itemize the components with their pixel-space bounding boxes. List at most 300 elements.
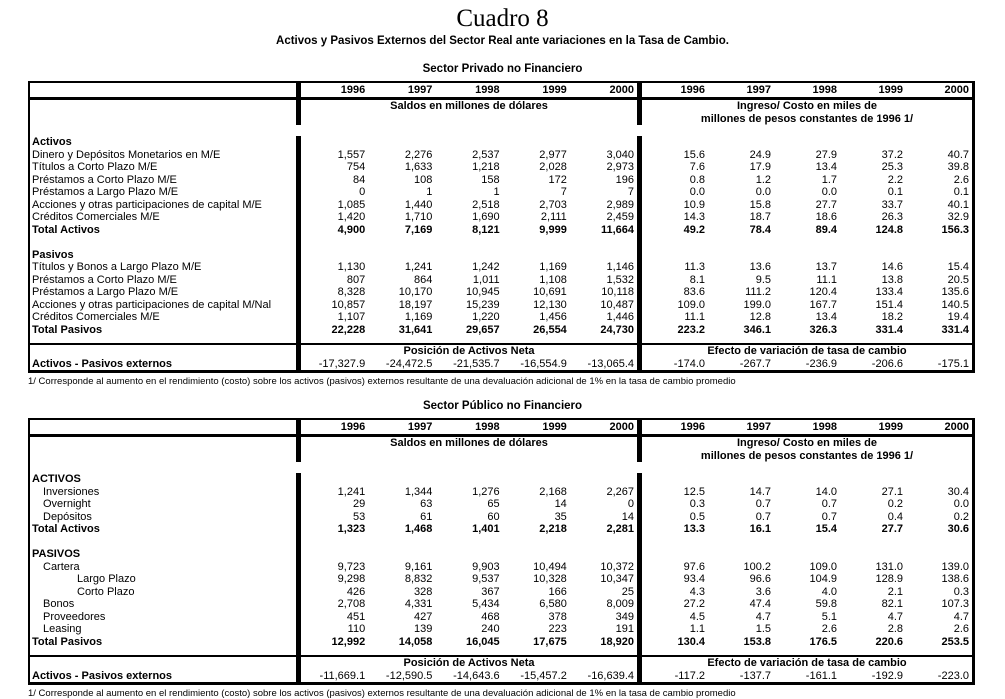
value-cell: -267.7 xyxy=(739,357,771,370)
row-label: Total Activos xyxy=(32,523,100,535)
value-cell: 4.3 xyxy=(689,585,705,598)
net-row-label: Activos - Pasivos externos xyxy=(32,669,173,682)
value-cell: 128.9 xyxy=(875,573,903,585)
saldos-values xyxy=(301,536,637,549)
label-column-spacer xyxy=(30,100,296,125)
value-cell: -236.9 xyxy=(805,357,837,370)
year-header: 2000 xyxy=(609,84,635,96)
value-cell: 14.6 xyxy=(881,261,903,273)
value-cell: 27.7 xyxy=(815,198,837,211)
value-cell: 14.7 xyxy=(749,485,771,498)
value-cell: 2,111 xyxy=(540,211,567,223)
value-cell: -16,639.4 xyxy=(587,669,635,682)
saldos-values xyxy=(301,573,637,586)
ingreso-values xyxy=(642,261,972,274)
value-cell: 10,347 xyxy=(600,573,635,585)
ingreso-group-header-line2: millones de pesos constantes de 1996 1/ xyxy=(700,112,914,125)
value-cell xyxy=(840,136,906,149)
ingreso-values xyxy=(642,486,972,499)
table-row xyxy=(30,473,972,486)
value-cell xyxy=(503,136,570,149)
value-cell xyxy=(906,249,972,262)
value-cell: 0.0 xyxy=(755,186,771,198)
value-cell: 12,992 xyxy=(331,635,366,648)
value-cell: 40.7 xyxy=(947,148,969,161)
row-label: Acciones y otras participaciones de capital M/E xyxy=(32,198,262,211)
value-cell xyxy=(840,536,906,549)
ingreso-group-header xyxy=(642,100,972,125)
value-cell: -13,065.4 xyxy=(587,357,635,370)
value-cell: 7.6 xyxy=(689,161,705,173)
row-label: Acciones y otras participaciones de capital M/Nal xyxy=(32,298,272,311)
value-cell: 1.7 xyxy=(821,173,837,186)
value-cell: -15,457.2 xyxy=(520,669,567,682)
value-cell: 13.4 xyxy=(815,161,837,173)
value-cell xyxy=(368,473,435,486)
value-cell: 4.7 xyxy=(755,610,771,623)
value-cell xyxy=(368,548,435,561)
value-cell: 49.2 xyxy=(683,223,705,236)
value-cell: 2,218 xyxy=(539,523,567,535)
value-cell xyxy=(435,473,502,486)
ingreso-year-headers xyxy=(642,420,972,434)
value-cell: 2,989 xyxy=(606,198,635,211)
row-label: Cartera xyxy=(43,560,80,573)
value-cell: 158 xyxy=(481,173,500,186)
value-cell: 223.2 xyxy=(677,323,705,336)
year-header: 1997 xyxy=(407,84,433,96)
value-cell xyxy=(774,473,840,486)
year-header: 1996 xyxy=(680,84,705,96)
value-cell: 1,241 xyxy=(337,485,366,498)
ingreso-values xyxy=(642,311,972,324)
value-cell: -24,472.5 xyxy=(385,357,433,370)
value-cell: 153.8 xyxy=(743,635,771,648)
row-label xyxy=(30,236,296,249)
ingreso-values xyxy=(642,498,972,511)
value-cell: 15,239 xyxy=(465,298,500,311)
saldos-values xyxy=(301,236,637,249)
ingreso-values xyxy=(642,523,972,536)
saldos-values xyxy=(301,311,637,324)
value-cell xyxy=(503,249,570,262)
value-cell xyxy=(301,249,368,262)
value-cell: 10,487 xyxy=(600,298,635,311)
value-cell: 0.7 xyxy=(821,510,837,523)
value-cell: 47.4 xyxy=(749,598,771,610)
value-cell: 27.7 xyxy=(881,523,903,535)
value-cell xyxy=(435,548,502,561)
value-cell xyxy=(774,536,840,549)
net-position-label: Posición de Activos Neta xyxy=(403,345,535,357)
row-label: Total Pasivos xyxy=(32,635,103,648)
table-row xyxy=(30,611,972,624)
footnote-privado: 1/ Corresponde al aumento en el rendimiento (costo) sobre los activos (pasivos) externos resultante de una devaluación adicional de 1% en la tasa de cambio promedio xyxy=(28,376,736,387)
value-cell: 1,710 xyxy=(404,211,433,223)
value-cell xyxy=(435,249,502,262)
value-cell xyxy=(368,136,435,149)
value-cell: 18,197 xyxy=(398,298,433,311)
value-cell: 1.2 xyxy=(755,173,771,186)
value-cell: 378 xyxy=(548,610,567,623)
value-cell: 29 xyxy=(352,498,366,510)
value-cell: 1 xyxy=(493,186,500,198)
label-column-spacer xyxy=(30,437,296,462)
value-cell: 0.4 xyxy=(887,510,903,523)
value-cell: 30.6 xyxy=(947,523,969,535)
value-cell: 14.0 xyxy=(815,485,837,498)
value-cell: 26,554 xyxy=(533,323,567,336)
value-cell: 1,344 xyxy=(404,485,433,498)
value-cell: 367 xyxy=(481,585,500,598)
saldos-values xyxy=(301,586,637,599)
value-cell xyxy=(906,236,972,249)
value-cell xyxy=(570,249,637,262)
value-cell: 27.2 xyxy=(683,598,705,610)
ingreso-group-header xyxy=(642,437,972,462)
value-cell: 139.0 xyxy=(941,560,969,573)
value-cell: 18,920 xyxy=(600,635,635,648)
value-cell xyxy=(368,536,435,549)
fx-effect-header xyxy=(642,657,972,670)
value-cell: 1,420 xyxy=(337,211,366,223)
value-cell xyxy=(906,473,972,486)
value-cell: 16.1 xyxy=(749,523,771,535)
value-cell: -161.1 xyxy=(805,669,837,682)
sector-publico-table xyxy=(28,418,975,685)
value-cell: 15.4 xyxy=(947,261,969,273)
table-row xyxy=(30,236,972,249)
value-cell xyxy=(301,136,368,149)
value-cell: 139 xyxy=(414,623,433,635)
row-label: Total Activos xyxy=(32,223,100,236)
ingreso-values xyxy=(642,249,972,262)
value-cell: -12,590.5 xyxy=(385,669,433,682)
year-header: 1998 xyxy=(475,84,500,96)
value-cell: 110 xyxy=(347,623,366,635)
value-cell: 220.6 xyxy=(875,635,903,648)
value-cell: 11.1 xyxy=(684,311,705,323)
value-cell: 1,108 xyxy=(539,273,567,286)
table-row xyxy=(30,511,972,524)
ingreso-values xyxy=(642,199,972,212)
value-cell xyxy=(301,536,368,549)
saldos-values xyxy=(301,186,637,199)
value-cell: 33.7 xyxy=(881,198,903,211)
row-label xyxy=(30,536,296,549)
value-cell: 20.5 xyxy=(947,273,969,286)
value-cell: 13.4 xyxy=(815,311,837,323)
value-cell: 1,446 xyxy=(606,311,635,323)
value-cell: 13.8 xyxy=(881,273,903,286)
value-cell: 10,328 xyxy=(533,573,567,585)
table-row xyxy=(30,311,972,324)
net-row-label: Activos - Pasivos externos xyxy=(32,357,173,370)
value-cell: 7 xyxy=(627,186,635,198)
value-cell: 9.5 xyxy=(755,273,771,286)
value-cell: 4,900 xyxy=(337,223,366,236)
value-cell: 19.4 xyxy=(947,311,969,323)
value-cell: 2.6 xyxy=(953,173,969,186)
value-cell: -223.0 xyxy=(937,669,969,682)
value-cell xyxy=(642,136,708,149)
ingreso-values xyxy=(642,224,972,237)
value-cell: 16,045 xyxy=(465,635,500,648)
saldos-values xyxy=(301,324,637,337)
value-cell xyxy=(840,249,906,262)
value-cell xyxy=(840,473,906,486)
value-cell: 1,633 xyxy=(404,161,433,173)
value-cell: 14 xyxy=(554,498,567,510)
value-cell: 61 xyxy=(420,510,433,523)
ingreso-values xyxy=(642,586,972,599)
value-cell: 1,276 xyxy=(472,485,500,498)
saldos-group-header xyxy=(301,100,637,125)
table-row xyxy=(30,249,972,262)
value-cell xyxy=(435,136,502,149)
saldos-group-header-label: Saldos en millones de dólares xyxy=(390,437,548,449)
table-header-row xyxy=(30,418,972,437)
year-header: 1997 xyxy=(407,421,433,433)
value-cell: 166 xyxy=(548,585,567,598)
value-cell xyxy=(503,236,570,249)
value-cell: -192.9 xyxy=(871,669,903,682)
value-cell: 27.9 xyxy=(815,148,837,161)
value-cell: 11.1 xyxy=(816,273,837,286)
saldos-values xyxy=(301,473,637,486)
net-position-header xyxy=(301,345,637,358)
value-cell: 22,228 xyxy=(331,323,366,336)
value-cell: 0.3 xyxy=(689,498,705,510)
value-cell xyxy=(570,136,637,149)
value-cell: -11,669.1 xyxy=(319,669,366,682)
value-cell: 10,945 xyxy=(465,286,500,298)
section-title-privado: Sector Privado no Financiero xyxy=(422,63,583,75)
ingreso-values xyxy=(642,174,972,187)
saldos-values xyxy=(301,211,637,224)
value-cell: 15.4 xyxy=(815,523,837,535)
value-cell: 9,537 xyxy=(472,573,500,585)
value-cell: 3.6 xyxy=(755,585,771,598)
value-cell: 18.7 xyxy=(749,211,771,223)
value-cell: 25 xyxy=(621,585,635,598)
value-cell: 1,456 xyxy=(539,311,567,323)
saldos-values xyxy=(301,486,637,499)
value-cell: 427 xyxy=(414,610,433,623)
value-cell: 2,276 xyxy=(404,148,433,161)
value-cell: 223 xyxy=(548,623,567,635)
value-cell: 326.3 xyxy=(809,323,837,336)
value-cell xyxy=(708,548,774,561)
table-row xyxy=(30,324,972,337)
corner-cell xyxy=(30,420,296,434)
value-cell: 15.6 xyxy=(683,148,705,161)
value-cell: 9,903 xyxy=(472,560,500,573)
value-cell: 1,218 xyxy=(472,161,500,173)
value-cell: 14.3 xyxy=(683,211,705,223)
value-cell: 172 xyxy=(548,173,567,186)
row-label: Dinero y Depósitos Monetarios en M/E xyxy=(32,148,221,161)
value-cell: 83.6 xyxy=(683,286,705,298)
value-cell: 5.1 xyxy=(821,610,837,623)
saldos-values xyxy=(301,249,637,262)
value-cell: 124.8 xyxy=(875,223,903,236)
year-header: 1998 xyxy=(812,421,837,433)
value-cell: 196 xyxy=(615,173,635,186)
ingreso-group-header-line1: Ingreso/ Costo en miles de xyxy=(737,100,877,112)
row-label: Depósitos xyxy=(43,510,92,523)
ingreso-values xyxy=(642,211,972,224)
value-cell: 0.1 xyxy=(887,186,903,198)
row-label: Préstamos a Corto Plazo M/E xyxy=(32,173,177,186)
value-cell: 4,331 xyxy=(404,598,433,610)
value-cell: 78.4 xyxy=(749,223,771,236)
value-cell: 1.1 xyxy=(689,623,705,635)
value-cell: 2,168 xyxy=(539,485,567,498)
value-cell: 349 xyxy=(615,610,635,623)
year-header: 1996 xyxy=(340,421,366,433)
value-cell xyxy=(570,236,637,249)
row-label: Préstamos a Largo Plazo M/E xyxy=(32,186,179,198)
value-cell: 6,580 xyxy=(539,598,567,610)
year-header: 1997 xyxy=(746,421,771,433)
table-row xyxy=(30,274,972,287)
ingreso-values xyxy=(642,324,972,337)
value-cell: 4.7 xyxy=(953,610,969,623)
value-cell: 1,169 xyxy=(539,261,567,273)
table-row xyxy=(30,199,972,212)
value-cell xyxy=(570,473,637,486)
sector-privado-section xyxy=(0,63,1005,387)
saldos-values xyxy=(301,598,637,611)
ingreso-values xyxy=(642,636,972,649)
ingreso-year-headers xyxy=(642,83,972,97)
page-title: Cuadro 8 xyxy=(456,5,549,32)
net-row xyxy=(30,670,972,683)
value-cell: 18.2 xyxy=(881,311,903,323)
value-cell xyxy=(642,536,708,549)
value-cell xyxy=(708,136,774,149)
value-cell: 39.8 xyxy=(947,161,969,173)
value-cell: 32.9 xyxy=(947,211,969,223)
value-cell: 89.4 xyxy=(815,223,837,236)
value-cell: 12.5 xyxy=(683,485,705,498)
value-cell xyxy=(708,236,774,249)
ingreso-values xyxy=(642,548,972,561)
value-cell: 133.4 xyxy=(875,286,903,298)
corner-cell xyxy=(30,83,296,97)
net-position-header xyxy=(301,657,637,670)
value-cell: 35 xyxy=(554,510,567,523)
row-label: Overnight xyxy=(43,498,91,510)
value-cell: 30.4 xyxy=(947,485,969,498)
year-header: 1999 xyxy=(878,421,903,433)
value-cell: 37.2 xyxy=(881,148,903,161)
value-cell xyxy=(642,548,708,561)
value-cell: 10,170 xyxy=(398,286,433,298)
year-header: 1997 xyxy=(746,84,771,96)
ingreso-values xyxy=(642,561,972,574)
table-row xyxy=(30,573,972,586)
value-cell xyxy=(570,548,637,561)
value-cell xyxy=(435,536,502,549)
value-cell xyxy=(774,136,840,149)
table-row xyxy=(30,211,972,224)
value-cell: 100.2 xyxy=(743,560,771,573)
value-cell xyxy=(368,249,435,262)
saldos-net-values xyxy=(301,358,637,371)
saldos-values xyxy=(301,174,637,187)
value-cell: 156.3 xyxy=(941,223,969,236)
value-cell: 0 xyxy=(627,498,635,510)
value-cell: -206.6 xyxy=(871,357,903,370)
value-cell: 25.3 xyxy=(881,161,903,173)
value-cell: 27.1 xyxy=(881,485,903,498)
table-row xyxy=(30,586,972,599)
row-label: Títulos y Bonos a Largo Plazo M/E xyxy=(32,261,202,273)
value-cell: 135.6 xyxy=(941,286,969,298)
value-cell: 59.8 xyxy=(815,598,837,610)
row-label: Corto Plazo xyxy=(77,585,135,598)
value-cell: 10,857 xyxy=(331,298,366,311)
value-cell: 1,146 xyxy=(606,261,635,273)
saldos-net-values xyxy=(301,670,637,683)
table-row xyxy=(30,186,972,199)
value-cell: 13.6 xyxy=(749,261,771,273)
value-cell: -17,327.9 xyxy=(318,357,366,370)
value-cell: 9,999 xyxy=(539,223,567,236)
value-cell: 11.3 xyxy=(684,261,705,273)
value-cell: 253.5 xyxy=(941,635,969,648)
value-cell: 176.5 xyxy=(809,635,837,648)
value-cell: 2,518 xyxy=(472,198,500,211)
value-cell: 131.0 xyxy=(875,560,903,573)
table-row xyxy=(30,161,972,174)
table-row xyxy=(30,261,972,274)
value-cell: 24.9 xyxy=(749,148,771,161)
saldos-values xyxy=(301,299,637,312)
value-cell: 8,009 xyxy=(606,598,635,610)
saldos-values xyxy=(301,261,637,274)
value-cell: 754 xyxy=(346,161,366,173)
value-cell: 9,723 xyxy=(337,560,366,573)
value-cell: 0.7 xyxy=(755,498,771,510)
table-row xyxy=(30,623,972,636)
ingreso-values xyxy=(642,299,972,312)
value-cell: 191 xyxy=(615,623,635,635)
value-cell: 2,459 xyxy=(606,211,635,223)
value-cell: 84 xyxy=(352,173,366,186)
value-cell: 82.1 xyxy=(881,598,903,610)
value-cell: 1,011 xyxy=(472,273,500,286)
value-cell: 2,708 xyxy=(337,598,366,610)
value-cell: 0.0 xyxy=(689,186,705,198)
value-cell: 2,537 xyxy=(472,148,500,161)
ingreso-values xyxy=(642,136,972,149)
ingreso-net-values xyxy=(642,670,972,683)
saldos-year-headers xyxy=(301,420,637,434)
value-cell xyxy=(840,236,906,249)
saldos-values xyxy=(301,523,637,536)
value-cell: 328 xyxy=(414,585,433,598)
saldos-values xyxy=(301,286,637,299)
row-label: PASIVOS xyxy=(32,548,81,560)
saldos-values xyxy=(301,561,637,574)
value-cell: 26.3 xyxy=(881,211,903,223)
value-cell: 2,267 xyxy=(606,485,635,498)
table-row xyxy=(30,136,972,149)
saldos-values xyxy=(301,511,637,524)
